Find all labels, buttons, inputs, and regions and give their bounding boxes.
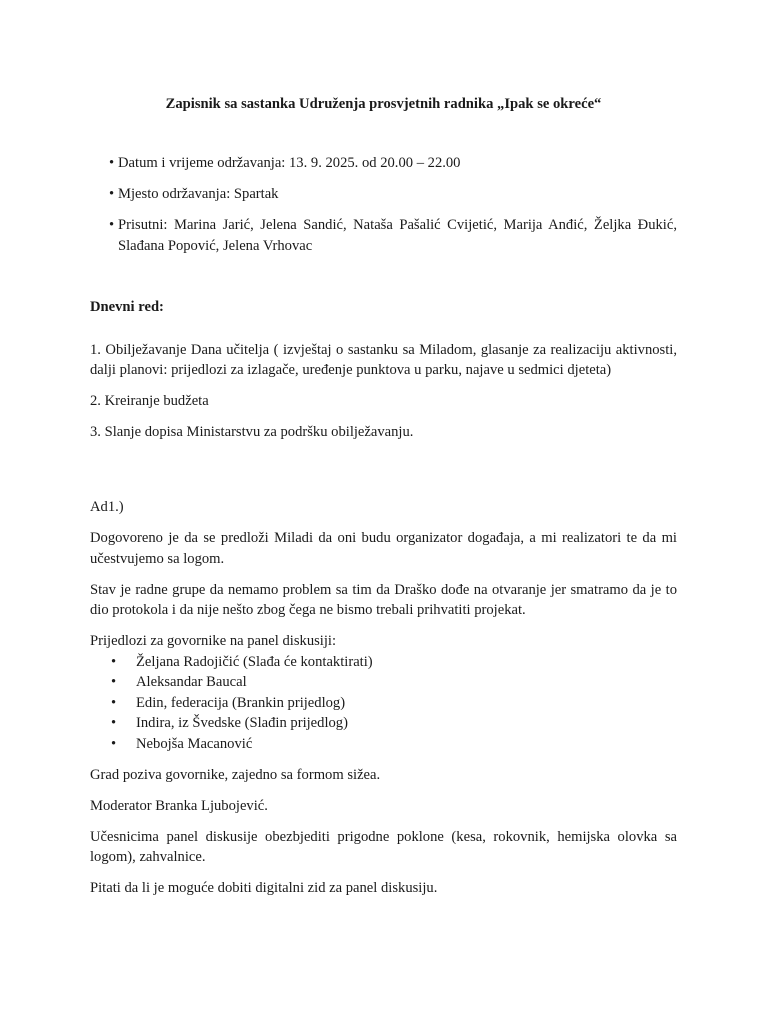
speakers-list <box>90 652 677 755</box>
agenda-heading: Dnevni red: <box>90 299 164 315</box>
speaker-item <box>90 672 677 693</box>
agenda-item: 1. Obilježavanje Dana učitelja ( izvještaj o sastanku sa Miladom, glasanje za realizaciju aktivnosti, dalji planovi: prijedlozi za izlagače, uređenje punktova u parku, najave u sedmici djeteta) <box>90 341 677 378</box>
agenda-item: 2. Kreiranje budžeta <box>90 393 209 409</box>
agenda-item: 3. Slanje dopisa Ministarstvu za podršku obilježavanju. <box>90 424 414 440</box>
info-item-text: Mjesto održavanja: Spartak <box>118 186 279 202</box>
ad1-paragraph: Moderator Branka Ljubojević. <box>90 797 268 814</box>
ad1-paragraph: Pitati da li je moguće dobiti digitalni zid za panel diskusiju. <box>90 880 438 896</box>
bullet-icon: • <box>111 735 117 752</box>
speaker-item <box>90 713 677 734</box>
ad1-heading: Ad1.) <box>90 499 124 515</box>
info-item-text: Datum i vrijeme održavanja: 13. 9. 2025. od 20.00 – 22.00 <box>118 155 461 171</box>
info-item-date <box>90 153 677 174</box>
agenda-section <box>90 297 677 453</box>
speaker-item <box>90 652 677 673</box>
bullet-icon: • <box>111 694 117 711</box>
speaker-name: Indira, iz Švedske (Slađin prijedlog) <box>136 715 348 731</box>
speaker-name: Nebojša Macanović <box>136 735 253 752</box>
ad1-paragraph: Stav je radne grupe da nemamo problem sa tim da Draško dođe na otvaranje jer smatramo da je to dio protokola i da nije nešto zbog čega ne bismo trebali prihvatiti projekat. <box>90 581 677 618</box>
bullet-icon: • <box>109 186 115 202</box>
meeting-info-list <box>90 153 677 267</box>
speaker-name: Željana Radojičić (Slađa će kontaktirati) <box>136 653 373 670</box>
speaker-name: Edin, federacija (Brankin prijedlog) <box>136 694 346 711</box>
speaker-name: Aleksandar Baucal <box>136 674 247 690</box>
bullet-icon: • <box>109 217 115 233</box>
speaker-item <box>90 734 677 755</box>
info-item-place <box>90 184 677 205</box>
speaker-item <box>90 693 677 714</box>
ad1-paragraph: Prijedlozi za govornike na panel diskusiji: <box>90 633 337 649</box>
bullet-icon: • <box>111 653 117 670</box>
bullet-icon: • <box>111 715 117 731</box>
bullet-icon: • <box>111 674 117 690</box>
ad1-paragraph: Dogovoreno je da se predloži Miladi da oni budu organizator događaja, a mi realizatori te da mi učestvujemo sa logom. <box>90 530 677 567</box>
ad1-section <box>90 497 677 909</box>
bullet-icon: • <box>109 155 115 171</box>
ad1-paragraph: Grad poziva govornike, zajedno sa formom sižea. <box>90 766 381 783</box>
ad1-paragraph: Učesnicima panel diskusije obezbjediti prigodne poklone (kesa, rokovnik, hemijska olovka sa logom), zahvalnice. <box>90 828 677 865</box>
info-item-text: Prisutni: Marina Jarić, Jelena Sandić, Nataša Pašalić Cvijetić, Marija Anđić, Željka Đukić, Slađana Popović, Jelena Vrhovac <box>118 217 677 254</box>
info-item-attendees <box>90 215 677 256</box>
document-title: Zapisnik sa sastanka Udruženja prosvjetnih radnika „Ipak se okreće“ <box>165 96 602 112</box>
